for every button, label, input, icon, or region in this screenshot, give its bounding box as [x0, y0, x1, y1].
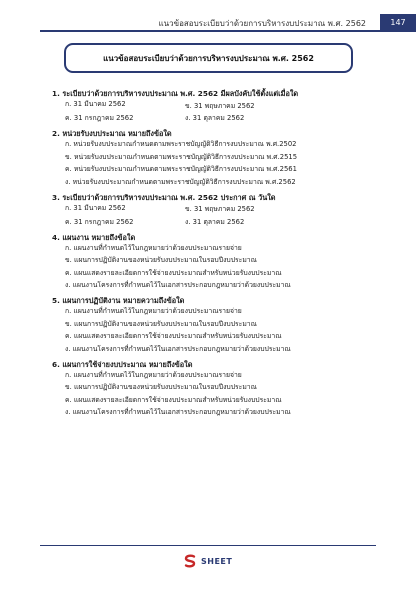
question-1: [52, 88, 372, 124]
page-number: 147: [380, 14, 416, 32]
section-title-box: [64, 43, 353, 73]
option: ข. 31 พฤษภาคม 2562: [185, 101, 255, 110]
question-3: [52, 192, 372, 228]
header-title: แนวข้อสอบระเบียบว่าด้วยการบริหารงบประมาณ พ.ศ. 2562: [158, 19, 366, 28]
option: ค. แผนแสดงรายละเอียดการใช้จ่ายงบประมาณสำหรับหน่วยรับงบประมาณ: [65, 395, 282, 404]
option: ค. แผนแสดงรายละเอียดการใช้จ่ายงบประมาณสำหรับหน่วยรับงบประมาณ: [65, 268, 282, 277]
question-6: [52, 359, 372, 419]
footer-rule: [40, 545, 376, 546]
option: ค. 31 กรกฎาคม 2562: [65, 114, 134, 122]
option: ข. 31 พฤษภาคม 2562: [185, 205, 255, 213]
question-4: [52, 232, 372, 292]
option: ก. หน่วยรับงบประมาณกำหนดตามพระราชบัญญัติวิธีการงบประมาณ พ.ศ.2502: [65, 140, 297, 148]
option: ค. 31 กรกฎาคม 2562: [65, 217, 134, 226]
option: ง. 31 ตุลาคม 2562: [185, 114, 245, 122]
header-rule: [40, 30, 384, 32]
question-5: [52, 295, 372, 355]
question-text: 6. แผนการใช้จ่ายงบประมาณ หมายถึงข้อใด: [52, 359, 193, 369]
option: ข. แผนการปฏิบัติงานของหน่วยรับงบประมาณในรอบปีงบประมาณ: [65, 256, 257, 264]
option: ง. แผนงานโครงการที่กำหนดไว้ในเอกสารประกอบกฎหมายว่าด้วยงบประมาณ: [65, 408, 291, 416]
question-text: 1. ระเบียบว่าด้วยการบริหารงบประมาณ พ.ศ. 2562 มีผลบังคับใช้ตั้งแต่เมื่อใด: [52, 89, 299, 98]
option: ก. แผนงานที่กำหนดไว้ในกฎหมายว่าด้วยงบประมาณรายจ่าย: [65, 243, 242, 252]
question-2: [52, 128, 372, 188]
logo-text: SHEET: [201, 556, 233, 566]
option: ก. แผนงานที่กำหนดไว้ในกฎหมายว่าด้วยงบประมาณรายจ่าย: [65, 370, 242, 379]
question-text: 4. แผนงาน หมายถึงข้อใด: [52, 232, 136, 242]
page-header: [0, 0, 416, 28]
s-logo-icon: [182, 553, 198, 569]
option: ก. แผนงานที่กำหนดไว้ในกฎหมายว่าด้วยงบประมาณรายจ่าย: [65, 307, 242, 315]
question-text: 3. ระเบียบว่าด้วยการบริหารงบประมาณ พ.ศ. 2562 ประกาศ ณ วันใด: [52, 192, 276, 202]
option: ก. 31 มีนาคม 2562: [65, 100, 126, 108]
question-text: 2. หน่วยรับงบประมาณ หมายถึงข้อใด: [52, 129, 172, 138]
question-text: 5. แผนการปฏิบัติงาน หมายความถึงข้อใด: [52, 296, 185, 305]
option: ข. แผนการปฏิบัติงานของหน่วยรับงบประมาณในรอบปีงบประมาณ: [65, 383, 257, 391]
option: ก. 31 มีนาคม 2562: [65, 203, 126, 212]
option: ค. แผนแสดงรายละเอียดการใช้จ่ายงบประมาณสำหรับหน่วยรับงบประมาณ: [65, 332, 282, 340]
question-list: [52, 88, 372, 422]
section-title: แนวข้อสอบระเบียบว่าด้วยการบริหารงบประมาณ พ.ศ. 2562: [103, 53, 314, 63]
option: ข. แผนการปฏิบัติงานของหน่วยรับงบประมาณในรอบปีงบประมาณ: [65, 319, 257, 328]
option: ง. 31 ตุลาคม 2562: [185, 217, 245, 226]
option: ง. แผนงานโครงการที่กำหนดไว้ในเอกสารประกอบกฎหมายว่าด้วยงบประมาณ: [65, 281, 291, 289]
option: ค. หน่วยรับงบประมาณกำหนดตามพระราชบัญญัติวิธีการงบประมาณ พ.ศ.2561: [65, 165, 297, 173]
options-grid: [52, 203, 372, 228]
option: ง. หน่วยรับงบประมาณกำหนดตามพระราชบัญญัติวิธีการงบประมาณ พ.ศ.2562: [65, 177, 296, 186]
option: ข. หน่วยรับงบประมาณกำหนดตามพระราชบัญญัติวิธีการงบประมาณ พ.ศ.2515: [65, 152, 298, 161]
sheet-logo: [182, 551, 232, 571]
option: ง. แผนงานโครงการที่กำหนดไว้ในเอกสารประกอบกฎหมายว่าด้วยงบประมาณ: [65, 344, 291, 353]
options-grid: [52, 99, 372, 124]
